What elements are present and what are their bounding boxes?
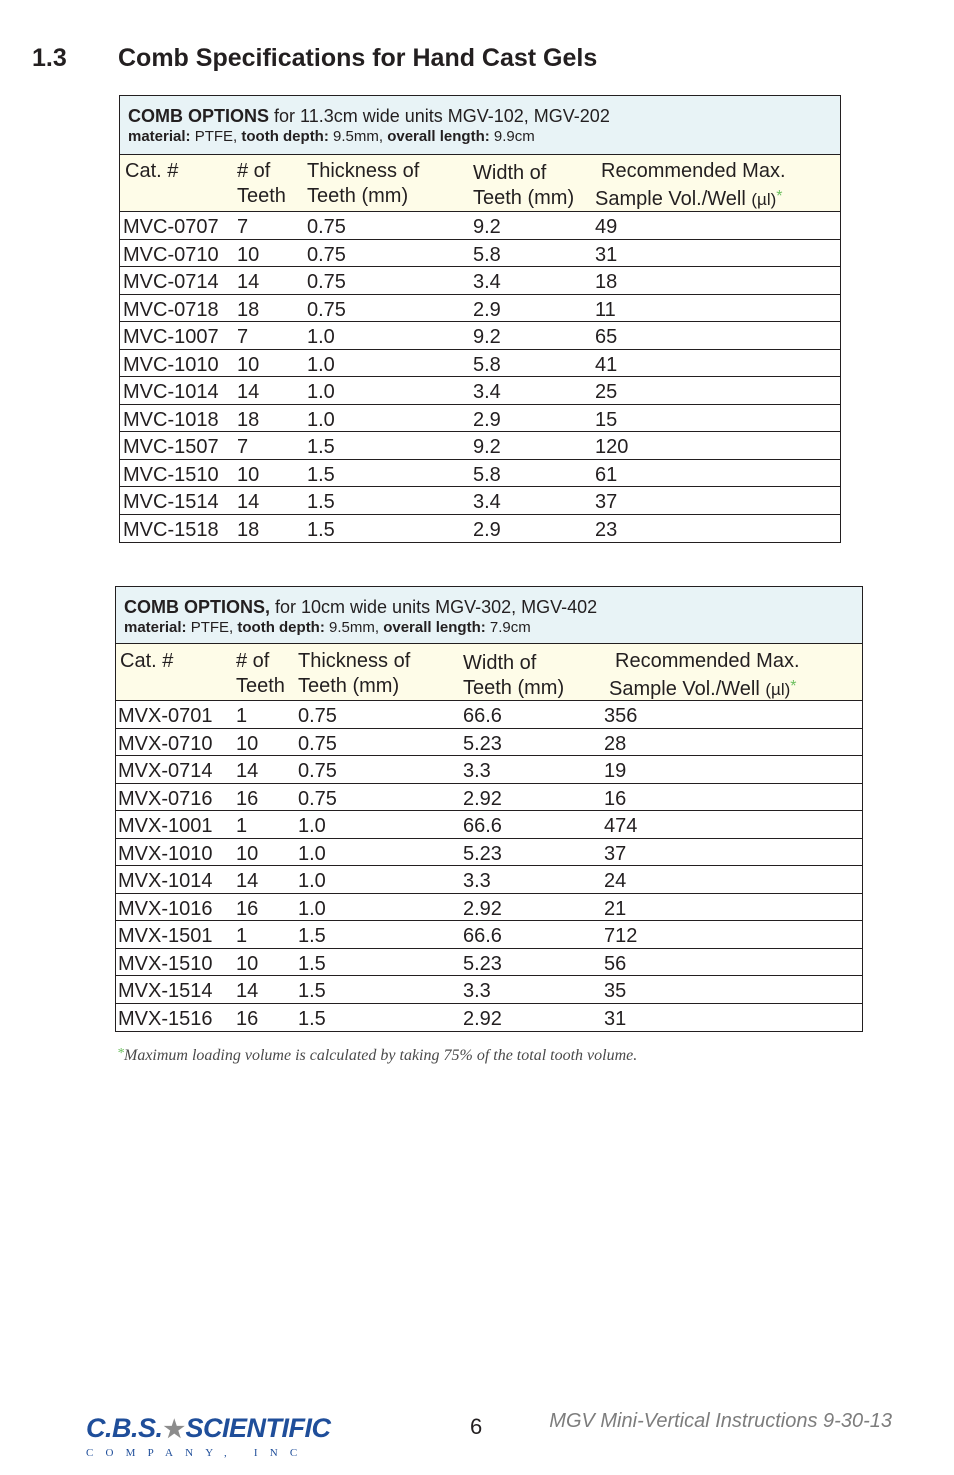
col-header-teeth: # of Teeth	[237, 160, 286, 207]
table-row	[120, 295, 840, 323]
cell-cat-number: MVX-1001	[118, 815, 213, 837]
rec-line2-text: Sample Vol./Well	[595, 188, 752, 210]
rec-unit: (µl)	[751, 190, 777, 209]
logo-subtitle: COMPANY, INC	[86, 1447, 310, 1459]
table-row	[120, 350, 840, 378]
cell-max-volume: 56	[604, 952, 627, 975]
cell-max-volume: 18	[595, 271, 618, 293]
cell-max-volume: 35	[604, 980, 627, 1002]
cell-cat-number: MVC-0710	[123, 243, 219, 266]
col-header-cat: Cat. #	[125, 160, 179, 182]
logo-scientific: SCIENTIFIC	[185, 1413, 331, 1443]
cell-max-volume: 37	[595, 491, 618, 513]
footnote-text: Maximum loading volume is calculated by taking 75% of the total tooth volume.	[124, 1047, 638, 1064]
cell-max-volume: 41	[595, 353, 618, 376]
cell-num-teeth: 10	[236, 842, 259, 865]
cell-cat-number: MVC-0718	[123, 298, 219, 321]
cell-cat-number: MVC-0707	[123, 216, 219, 238]
rec-line1: Recommended Max.	[601, 160, 786, 182]
section-title: Comb Specifications for Hand Cast Gels	[118, 44, 598, 72]
cell-num-teeth: 1	[236, 815, 248, 837]
rec-line2-text: Sample Vol./Well	[609, 678, 766, 700]
col-header-width-text: Width of Teeth (mm)	[463, 652, 565, 699]
cell-max-volume: 356	[604, 705, 638, 727]
overall-length-value: 7.9cm	[485, 619, 531, 636]
cell-cat-number: MVC-1007	[123, 326, 219, 348]
cell-num-teeth: 16	[236, 1007, 259, 1030]
rec-unit: (µl)	[765, 680, 791, 699]
table-header	[116, 644, 862, 701]
cell-thickness: 0.75	[298, 705, 337, 727]
rec-line1: Recommended Max.	[615, 650, 800, 672]
cell-width: 5.23	[463, 732, 502, 755]
table-title	[128, 106, 832, 127]
cell-cat-number: MVX-1516	[118, 1007, 213, 1030]
cell-thickness: 0.75	[298, 787, 337, 810]
cell-max-volume: 15	[595, 408, 618, 431]
cell-width: 9.2	[473, 326, 501, 348]
table-row	[120, 460, 840, 488]
cell-cat-number: MVC-1010	[123, 353, 219, 376]
cell-thickness: 0.75	[298, 732, 337, 755]
cell-cat-number: MVX-0701	[118, 705, 213, 727]
cell-thickness: 1.5	[298, 952, 326, 975]
table-row	[120, 405, 840, 433]
col-header-recommended	[604, 649, 800, 700]
table-header	[120, 155, 840, 212]
overall-length-label: overall length:	[387, 128, 490, 145]
cell-num-teeth: 7	[237, 326, 249, 348]
table-body	[120, 212, 840, 542]
tooth-depth-label: tooth depth:	[241, 128, 329, 145]
table-title-box	[116, 587, 862, 644]
cell-num-teeth: 10	[237, 243, 260, 266]
cell-thickness: 0.75	[307, 298, 346, 321]
title-bold: COMB OPTIONS,	[124, 597, 271, 617]
table-row	[116, 784, 862, 812]
col-header-cat: Cat. #	[120, 650, 174, 672]
cell-cat-number: MVC-1518	[123, 518, 219, 541]
cell-max-volume: 474	[604, 815, 638, 837]
rec-line2	[609, 674, 800, 702]
table-row	[120, 487, 840, 515]
cell-thickness: 1.5	[307, 436, 335, 458]
table-row	[116, 921, 862, 949]
tooth-depth-value: 9.5mm,	[328, 128, 388, 145]
cell-thickness: 1.0	[307, 326, 335, 348]
asterisk: *	[776, 188, 783, 205]
table-row	[116, 894, 862, 922]
table-row	[116, 866, 862, 894]
rec-line2	[595, 184, 786, 212]
cell-width: 66.6	[463, 815, 502, 837]
cell-width: 66.6	[463, 705, 502, 727]
cell-max-volume: 49	[595, 216, 618, 238]
cell-thickness: 0.75	[307, 216, 346, 238]
cell-cat-number: MVX-0710	[118, 732, 213, 755]
cell-num-teeth: 7	[237, 436, 249, 458]
cell-width: 3.3	[463, 870, 491, 892]
cell-cat-number: MVX-1514	[118, 980, 213, 1002]
cell-cat-number: MVC-1014	[123, 381, 219, 403]
table-material-line	[128, 127, 832, 147]
table-row	[120, 267, 840, 295]
cell-num-teeth: 18	[237, 298, 260, 321]
cell-width: 3.4	[473, 381, 501, 403]
material-value: PTFE,	[190, 128, 242, 145]
cell-max-volume: 31	[604, 1007, 627, 1030]
cell-thickness: 1.5	[307, 491, 335, 513]
cell-max-volume: 21	[604, 897, 627, 920]
cell-num-teeth: 14	[236, 760, 259, 782]
cell-cat-number: MVC-1510	[123, 463, 219, 486]
cell-num-teeth: 1	[236, 925, 248, 947]
star-icon: ★	[163, 1416, 185, 1443]
cell-max-volume: 23	[595, 518, 618, 541]
cell-width: 2.92	[463, 897, 502, 920]
title-rest: for 11.3cm wide units MGV-102, MGV-202	[269, 106, 610, 126]
table-row	[120, 515, 840, 543]
cell-max-volume: 120	[595, 436, 629, 458]
table-row	[116, 729, 862, 757]
cell-num-teeth: 10	[236, 952, 259, 975]
cell-num-teeth: 1	[236, 705, 248, 727]
table-row	[116, 839, 862, 867]
cell-max-volume: 11	[595, 298, 616, 321]
title-rest: for 10cm wide units MGV-302, MGV-402	[270, 597, 598, 617]
cell-cat-number: MVX-1501	[118, 925, 213, 947]
cell-width: 2.92	[463, 1007, 502, 1030]
cell-width: 2.9	[473, 518, 501, 541]
comb-table-mgv-302	[115, 586, 863, 1032]
overall-length-value: 9.9cm	[489, 128, 535, 145]
cell-thickness: 1.5	[298, 1007, 326, 1030]
company-logo	[86, 1413, 331, 1460]
cell-cat-number: MVX-0714	[118, 760, 213, 782]
table-row	[120, 377, 840, 405]
col-header-width	[463, 649, 604, 700]
cell-width: 9.2	[473, 436, 501, 458]
table-body	[116, 701, 862, 1031]
cell-max-volume: 16	[604, 787, 627, 810]
table-title	[124, 597, 854, 618]
cell-thickness: 1.0	[298, 897, 326, 920]
table-row	[116, 1004, 862, 1032]
logo-cbs: C.B.S.	[86, 1413, 163, 1443]
table-row	[120, 432, 840, 460]
asterisk: *	[790, 678, 797, 695]
cell-width: 5.23	[463, 952, 502, 975]
cell-max-volume: 31	[595, 243, 618, 266]
cell-max-volume: 37	[604, 842, 627, 865]
material-label: material:	[124, 619, 187, 636]
cell-thickness: 1.5	[307, 463, 335, 486]
cell-width: 9.2	[473, 216, 501, 238]
cell-thickness: 0.75	[298, 760, 337, 782]
tooth-depth-label: tooth depth:	[237, 619, 325, 636]
title-bold: COMB OPTIONS	[128, 106, 270, 126]
table-row	[116, 756, 862, 784]
table-row	[116, 976, 862, 1004]
cell-cat-number: MVX-1014	[118, 870, 213, 892]
document-reference: MGV Mini-Vertical Instructions 9-30-13	[549, 1410, 892, 1432]
col-header-teeth: # of Teeth	[236, 650, 285, 697]
cell-width: 5.8	[473, 463, 501, 486]
table-row	[120, 212, 840, 240]
cell-cat-number: MVX-1010	[118, 842, 213, 865]
table-row	[120, 240, 840, 268]
table-row	[116, 701, 862, 729]
col-header-thickness: Thickness of Teeth (mm)	[307, 160, 420, 207]
cell-num-teeth: 14	[237, 491, 260, 513]
cell-thickness: 1.0	[307, 408, 335, 431]
section-heading	[32, 44, 597, 73]
table-row	[116, 949, 862, 977]
cell-num-teeth: 14	[237, 271, 260, 293]
cell-width: 3.4	[473, 271, 501, 293]
cell-width: 3.4	[473, 491, 501, 513]
col-header-thickness: Thickness of Teeth (mm)	[298, 650, 411, 697]
col-header-recommended	[595, 159, 786, 211]
cell-thickness: 1.0	[307, 353, 335, 376]
cell-num-teeth: 18	[237, 518, 260, 541]
cell-num-teeth: 7	[237, 216, 249, 238]
cell-thickness: 0.75	[307, 243, 346, 266]
cell-thickness: 0.75	[307, 271, 346, 293]
cell-max-volume: 25	[595, 381, 618, 403]
cell-cat-number: MVC-1514	[123, 491, 219, 513]
cell-cat-number: MVC-1018	[123, 408, 219, 431]
cell-num-teeth: 16	[236, 787, 259, 810]
section-number: 1.3	[32, 44, 67, 72]
cell-max-volume: 28	[604, 732, 627, 755]
overall-length-label: overall length:	[383, 619, 486, 636]
cell-width: 66.6	[463, 925, 502, 947]
page-number: 6	[470, 1414, 483, 1439]
cell-num-teeth: 18	[237, 408, 260, 431]
cell-max-volume: 19	[604, 760, 627, 782]
cell-thickness: 1.5	[298, 980, 326, 1002]
cell-num-teeth: 14	[236, 870, 259, 892]
comb-table-mgv-102	[119, 95, 841, 543]
cell-num-teeth: 16	[236, 897, 259, 920]
logo-wordmark	[86, 1413, 331, 1445]
material-value: PTFE,	[186, 619, 238, 636]
footnote	[117, 1046, 637, 1065]
cell-num-teeth: 10	[236, 732, 259, 755]
cell-thickness: 1.0	[298, 815, 326, 837]
cell-cat-number: MVX-1510	[118, 952, 213, 975]
cell-width: 3.3	[463, 980, 491, 1002]
cell-cat-number: MVC-1507	[123, 436, 219, 458]
cell-cat-number: MVC-0714	[123, 271, 219, 293]
cell-thickness: 1.0	[307, 381, 335, 403]
footnote-asterisk: *	[117, 1046, 124, 1061]
table-title-box	[120, 96, 840, 155]
cell-width: 5.8	[473, 243, 501, 266]
cell-width: 5.23	[463, 842, 502, 865]
cell-width: 2.9	[473, 408, 501, 431]
col-header-width-text: Width of Teeth (mm)	[473, 162, 575, 209]
cell-width: 3.3	[463, 760, 491, 782]
cell-width: 2.9	[473, 298, 501, 321]
cell-width: 5.8	[473, 353, 501, 376]
cell-num-teeth: 14	[236, 980, 259, 1002]
cell-thickness: 1.5	[298, 925, 326, 947]
cell-cat-number: MVX-0716	[118, 787, 213, 810]
cell-thickness: 1.5	[307, 518, 335, 541]
tooth-depth-value: 9.5mm,	[324, 619, 384, 636]
material-label: material:	[128, 128, 191, 145]
cell-thickness: 1.0	[298, 870, 326, 892]
cell-thickness: 1.0	[298, 842, 326, 865]
col-header-width	[473, 159, 595, 211]
cell-num-teeth: 10	[237, 463, 260, 486]
cell-max-volume: 61	[595, 463, 618, 486]
cell-max-volume: 712	[604, 925, 638, 947]
cell-cat-number: MVX-1016	[118, 897, 213, 920]
cell-num-teeth: 14	[237, 381, 260, 403]
table-material-line	[124, 618, 854, 638]
cell-num-teeth: 10	[237, 353, 260, 376]
cell-max-volume: 65	[595, 326, 618, 348]
cell-max-volume: 24	[604, 870, 627, 892]
table-row	[116, 811, 862, 839]
cell-width: 2.92	[463, 787, 502, 810]
table-row	[120, 322, 840, 350]
